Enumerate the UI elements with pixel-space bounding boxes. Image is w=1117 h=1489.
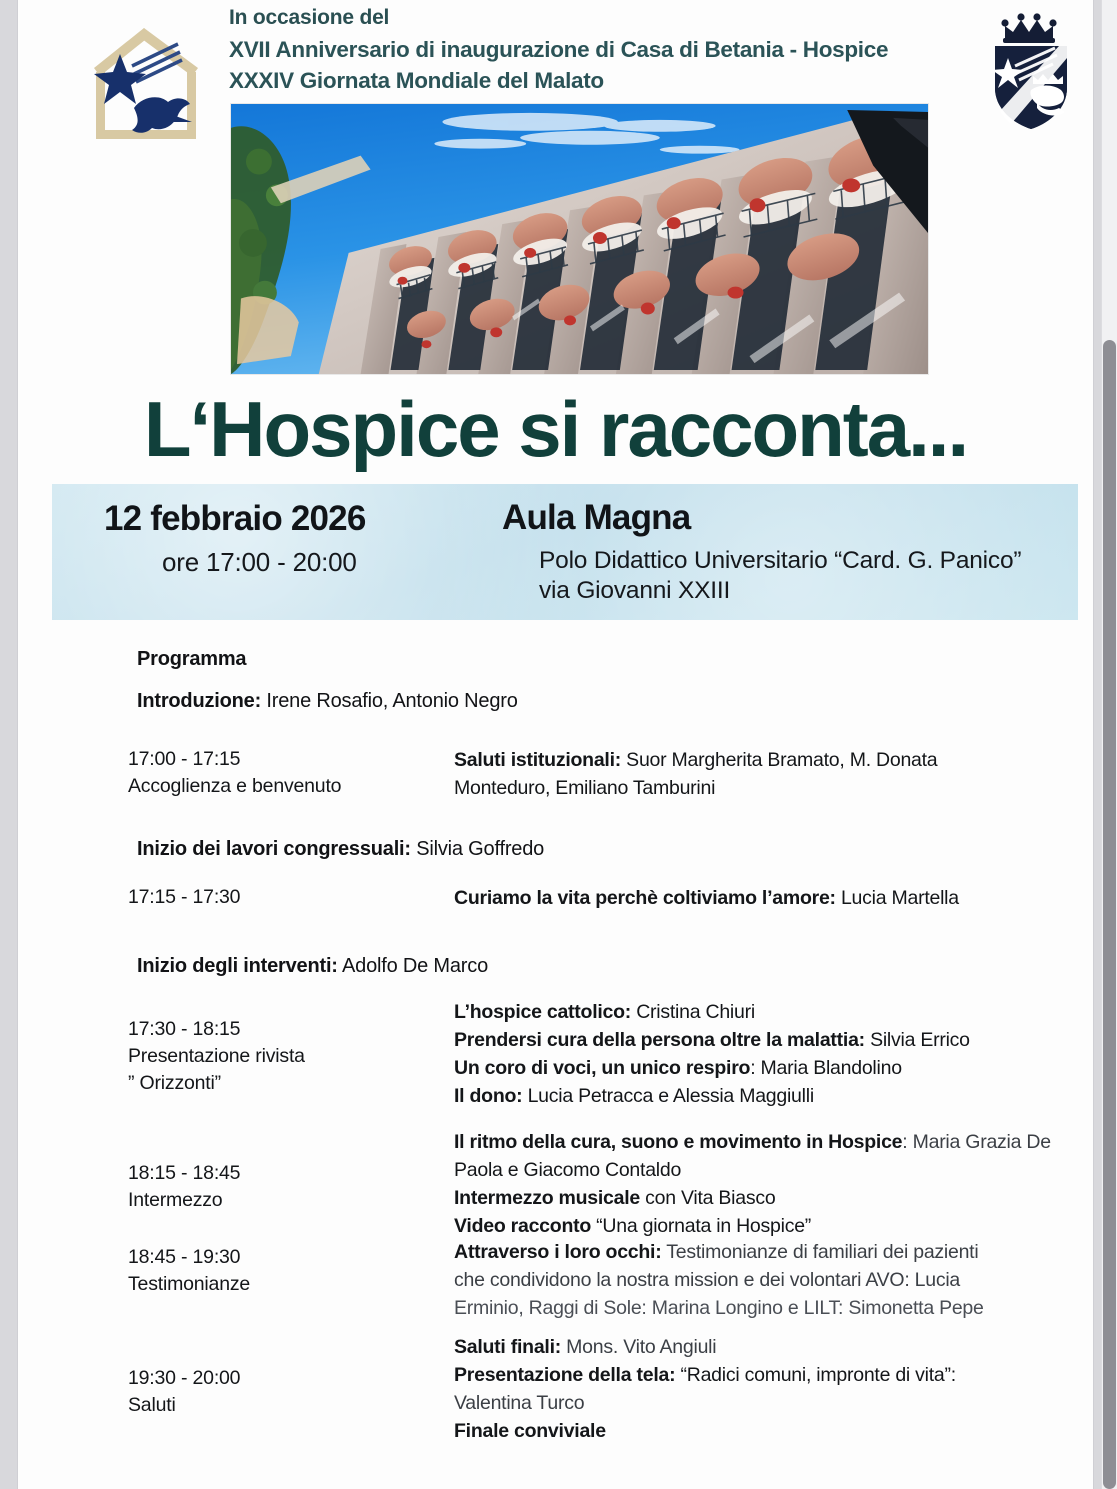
row-time [128,1160,438,1214]
event-details-banner [52,484,1078,620]
banner-venue-block [502,496,1062,606]
hospice-building-photo [230,103,929,375]
row-description [454,1128,1054,1240]
row-description [454,884,1054,912]
header-line-anniversary: XVII Anniversario di inaugurazione di Casa di Betania - Hospice [229,37,889,62]
row-time-subtitle: Saluti [128,1394,176,1416]
row-description [454,1333,1054,1445]
row-time [128,1244,438,1298]
row-desc-bold: Intermezzo musicale [454,1187,640,1209]
row-time-range: 18:45 - 19:30 [128,1246,241,1268]
event-address-line-2: via Giovanni XXIII [539,577,731,604]
banner-date-block [104,497,484,579]
introduzione-value: Irene Rosafio, Antonio Negro [261,690,518,712]
row-desc-rest: Mons. Vito Angiuli [561,1336,717,1358]
row-desc-bold: Curiamo la vita perchè coltiviamo l’amore: [454,887,836,909]
header-line-occasion: In occasione del [229,6,390,29]
program-inizio-interventi [137,955,488,978]
row-desc-line [454,1054,1054,1082]
row-desc-bold: Un coro di voci, un unico respiro [454,1057,751,1079]
row-desc-line [454,1238,1054,1266]
row-time [128,746,438,800]
row-desc-rest: con Vita Biasco [639,1187,776,1209]
row-desc-line [454,774,1054,802]
inizio-lavori-value: Silvia Goffredo [410,838,545,860]
row-time-subtitle-2: ” Orizzonti” [128,1072,221,1094]
row-desc-rest: Suor Margherita Bramato, M. Donata [621,749,938,771]
program-inizio-lavori [137,838,544,861]
row-desc-line [454,1294,1054,1322]
row-desc-rest: Erminio, Raggi di Sole: Marina Longino e LILT: Simonetta Pepe [454,1297,984,1319]
row-time [128,1365,438,1419]
program-introduzione [137,690,518,713]
row-desc-line [454,1128,1054,1156]
poster-page [18,0,1093,1489]
row-desc-line [454,1417,1054,1445]
row-desc-bold: Attraverso i loro occhi: [454,1241,662,1263]
event-date: 12 febbraio 2026 [104,499,366,538]
header-line-world-day: XXXIV Giornata Mondiale del Malato [229,68,604,93]
row-desc-line [454,998,1054,1026]
vertical-scrollbar-track[interactable] [1101,0,1117,1489]
row-desc-bold: Presentazione della tela: [454,1364,676,1386]
row-desc-line [454,1266,1054,1294]
event-address-line-1: Polo Didattico Universitario “Card. G. Panico” [539,547,1022,574]
row-desc-line [454,1026,1054,1054]
inizio-interventi-value: Adolfo De Marco [337,955,488,977]
row-desc-line [454,1082,1054,1110]
row-desc-rest: Testimonianze di familiari dei pazienti [661,1241,979,1263]
inizio-interventi-label: Inizio degli interventi: [137,955,338,977]
row-desc-line [454,884,1054,912]
row-time-subtitle: Intermezzo [128,1189,223,1211]
row-desc-bold: Prendersi cura della persona oltre la malattia: [454,1029,865,1051]
row-desc-rest: : Maria Grazia De [902,1131,1051,1153]
row-desc-rest: Cristina Chiuri [631,1001,755,1023]
row-desc-rest: : Maria Blandolino [750,1057,902,1079]
row-desc-line [454,746,1054,774]
row-desc-bold: Saluti finali: [454,1336,562,1358]
poster-header [18,0,1093,112]
row-desc-line [454,1333,1054,1361]
row-time-range: 17:00 - 17:15 [128,748,241,770]
row-description [454,1238,1054,1322]
row-desc-rest: Paola e Giacomo Contaldo [454,1159,682,1181]
row-desc-rest: Valentina Turco [454,1392,585,1414]
row-time-subtitle: Testimonianze [128,1273,251,1295]
inizio-lavori-label: Inizio dei lavori congressuali: [137,838,411,860]
row-time-subtitle: Accoglienza e benvenuto [128,775,342,797]
row-desc-rest: Monteduro, Emiliano Tamburini [454,777,716,799]
header-text-block [229,4,969,96]
row-desc-bold: L’hospice cattolico: [454,1001,632,1023]
casa-di-betania-house-star-bird-logo [86,22,206,150]
introduzione-label: Introduzione: [137,690,262,712]
row-desc-bold: Video racconto [454,1215,592,1237]
row-time [128,1016,438,1097]
row-desc-rest: che condividono la nostra mission e dei volontari AVO: Lucia [454,1269,961,1291]
vertical-scrollbar-thumb[interactable] [1103,340,1116,1489]
row-desc-line [454,1212,1054,1240]
row-time-range: 18:15 - 18:45 [128,1162,241,1184]
row-desc-bold: Finale conviviale [454,1420,606,1442]
row-desc-rest: Lucia Martella [835,887,959,909]
row-description [454,998,1054,1110]
row-desc-rest: Silvia Errico [864,1029,970,1051]
row-time-subtitle-1: Presentazione rivista [128,1045,305,1067]
row-time-range: 17:30 - 18:15 [128,1018,241,1040]
row-desc-rest: Lucia Petracca e Alessia Maggiulli [522,1085,814,1107]
row-desc-line [454,1184,1054,1212]
row-desc-bold: Il ritmo della cura, suono e movimento in Hospice [454,1131,903,1153]
event-hours: ore 17:00 - 20:00 [162,547,357,577]
row-desc-bold: Saluti istituzionali: [454,749,622,771]
row-time-range: 17:15 - 17:30 [128,886,241,908]
row-time [128,884,438,911]
row-desc-line [454,1361,1054,1389]
row-time-range: 19:30 - 20:00 [128,1367,241,1389]
page-title: L‘Hospice si racconta... [143,385,968,473]
row-desc-line [454,1389,1054,1417]
row-desc-line [454,1156,1054,1184]
panico-crowned-shield-crest-logo [981,6,1081,131]
row-desc-rest: “Una giornata in Hospice” [591,1215,812,1237]
program-heading: Programma [137,648,247,670]
row-desc-rest: “Radici comuni, impronte di vita”: [675,1364,956,1386]
row-description [454,746,1054,802]
row-desc-bold: Il dono: [454,1085,523,1107]
event-venue: Aula Magna [502,498,691,537]
